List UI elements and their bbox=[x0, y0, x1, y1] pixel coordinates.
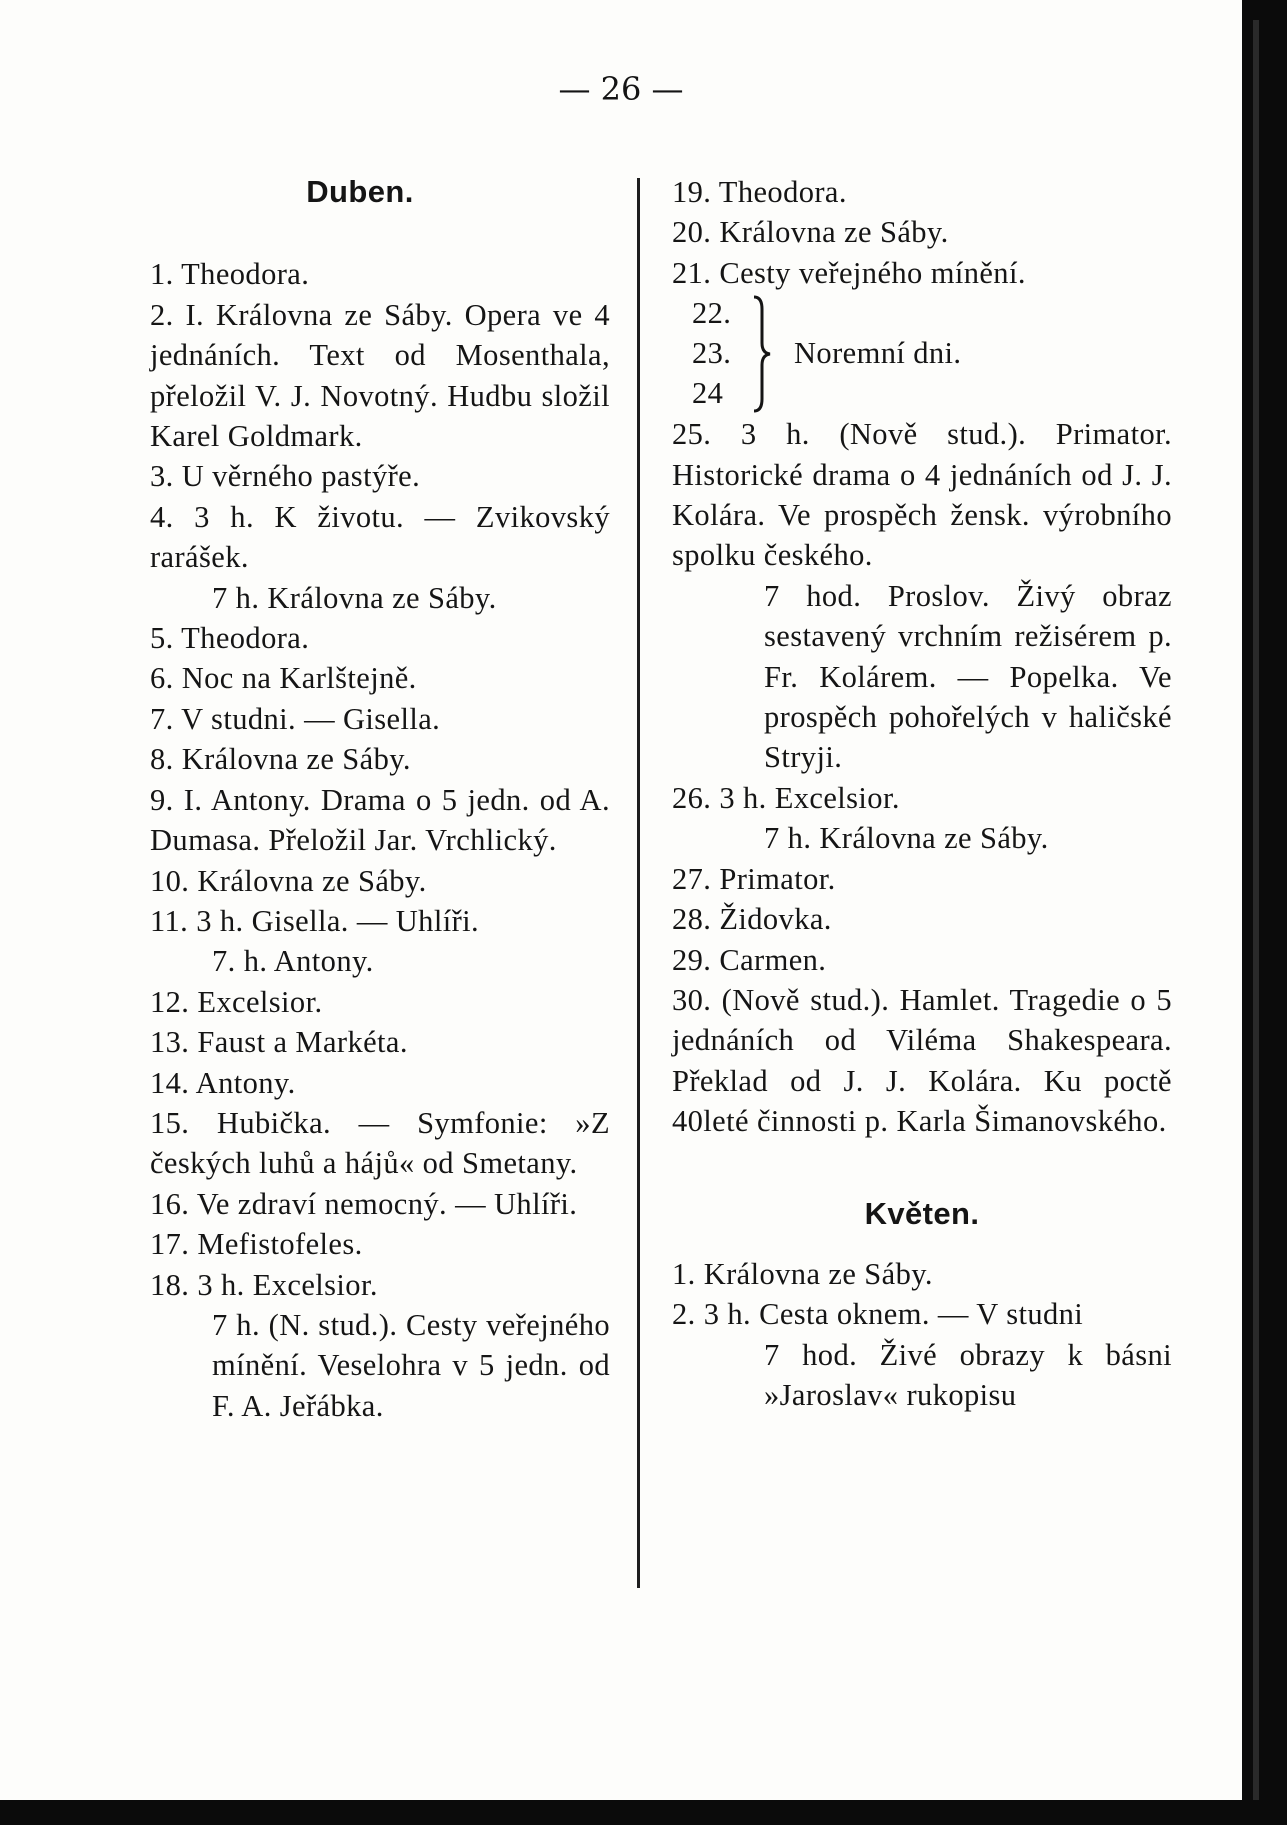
schedule-entry: 28. Židovka. bbox=[672, 902, 832, 937]
right-entry-list-bottom bbox=[672, 1254, 1172, 1416]
brace-group bbox=[672, 293, 1172, 414]
schedule-entry: 1. Královna ze Sáby. bbox=[672, 1256, 933, 1291]
brace-group-text: Noremní dni. bbox=[794, 336, 962, 371]
schedule-entry: 9. I. Antony. Drama o 5 jedn. od A. Dumasa. Přeložil Jar. Vrchlický. bbox=[150, 782, 610, 858]
schedule-entry: 25. 3 h. (Nově stud.). Primator. Historické drama o 4 jednáních od J. J. Kolára. Ve prospěch žensk. výrobního spolku českého. bbox=[672, 417, 1172, 573]
curly-brace-icon bbox=[750, 295, 772, 413]
schedule-entry: 8. Královna ze Sáby. bbox=[150, 742, 411, 777]
schedule-entry: 29. Carmen. bbox=[672, 942, 827, 977]
schedule-entry: 6. Noc na Karlštejně. bbox=[150, 661, 417, 696]
schedule-entry: 13. Faust a Markéta. bbox=[150, 1025, 408, 1060]
schedule-entry: 3. U věrného pastýře. bbox=[150, 459, 421, 494]
right-column bbox=[672, 172, 1172, 1416]
schedule-entry: 30. (Nově stud.). Hamlet. Tragedie o 5 jednáních od Viléma Shakespeara. Překlad od J. J. Kolára. Ku poctě 40leté činnosti p. Karla Šimanovského. bbox=[672, 982, 1172, 1139]
schedule-entry: 12. Excelsior. bbox=[150, 984, 323, 1019]
schedule-entry: 7 h. (N. stud.). Cesty veřejného mínění. Veselohra v 5 jedn. od F. A. Jeřábka. bbox=[212, 1307, 610, 1423]
schedule-entry: 17. Mefistofeles. bbox=[150, 1227, 363, 1262]
schedule-entry: 26. 3 h. Excelsior. bbox=[672, 780, 900, 815]
schedule-entry: 14. Antony. bbox=[150, 1065, 296, 1100]
schedule-entry: 11. 3 h. Gisella. — Uhlíři. bbox=[150, 903, 480, 938]
schedule-entry: 2. 3 h. Cesta oknem. — V studni bbox=[672, 1297, 1084, 1332]
schedule-entry: 7 h. Královna ze Sáby. bbox=[212, 580, 497, 615]
schedule-entry: 16. Ve zdraví nemocný. — Uhlíři. bbox=[150, 1186, 578, 1221]
left-column bbox=[110, 172, 610, 1426]
schedule-entry: 5. Theodora. bbox=[150, 621, 310, 656]
schedule-entry: 21. Cesty veřejného mínění. bbox=[672, 255, 1026, 290]
schedule-entry: 7 hod. Živé obrazy k básni »Jaroslav« rukopisu bbox=[764, 1337, 1172, 1413]
month-heading-may: Květen. bbox=[864, 1195, 980, 1231]
scan-edge-line bbox=[1253, 20, 1259, 1800]
schedule-entry: 7 h. Královna ze Sáby. bbox=[764, 821, 1049, 856]
schedule-entry: 27. Primator. bbox=[672, 861, 836, 896]
left-entry-list bbox=[110, 254, 610, 1426]
schedule-entry: 2. I. Královna ze Sáby. Opera ve 4 jednáních. Text od Mosenthala, přeložil V. J. Novotný. Hudbu složil Karel Goldmark. bbox=[150, 297, 610, 454]
month-heading-april: Duben. bbox=[306, 174, 414, 209]
page-number: — 26 — bbox=[558, 70, 684, 108]
right-entry-list-mid bbox=[672, 414, 1172, 1141]
schedule-entry: 4. 3 h. K životu. — Zvikovský rarášek. bbox=[150, 499, 610, 575]
schedule-entry: 7 hod. Proslov. Živý obraz sestavený vrchním režisérem p. Fr. Kolárem. — Popelka. Ve prospěch pohořelých v haličské Stryji. bbox=[764, 578, 1172, 775]
schedule-entry: 20. Královna ze Sáby. bbox=[672, 215, 949, 250]
column-divider bbox=[637, 178, 640, 1588]
brace-number: 24 bbox=[692, 376, 724, 411]
brace-number: 22. bbox=[692, 296, 732, 331]
right-entry-list-top bbox=[672, 172, 1172, 293]
schedule-entry: 19. Theodora. bbox=[672, 175, 847, 209]
schedule-entry: 18. 3 h. Excelsior. bbox=[150, 1267, 378, 1302]
schedule-entry: 15. Hubička. — Symfonie: »Z českých luhů a hájů« od Smetany. bbox=[150, 1105, 610, 1181]
brace-number: 23. bbox=[692, 336, 732, 371]
schedule-entry: 7. V studni. — Gisella. bbox=[150, 701, 441, 736]
schedule-entry: 10. Královna ze Sáby. bbox=[150, 863, 427, 898]
scan-border bbox=[1242, 0, 1287, 1825]
schedule-entry: 1. Theodora. bbox=[150, 257, 310, 292]
schedule-entry: 7. h. Antony. bbox=[212, 944, 374, 979]
